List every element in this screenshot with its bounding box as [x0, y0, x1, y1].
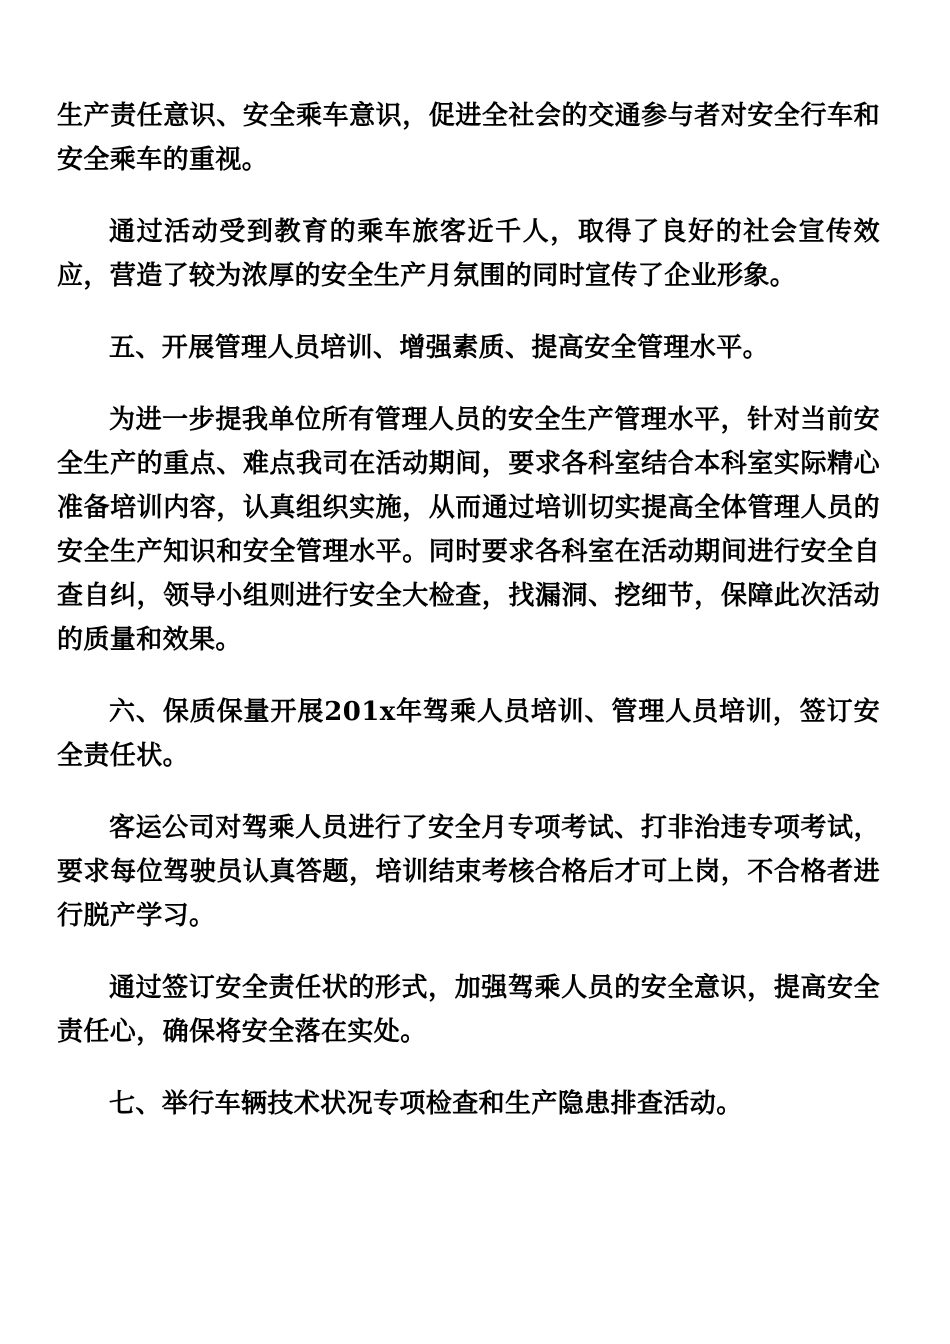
paragraph-activity-result: 通过活动受到教育的乘车旅客近千人，取得了良好的社会宣传效应，营造了较为浓厚的安全生产月氛围的同时宣传了企业形象。 [57, 217, 880, 291]
section-heading-7: 七、举行车辆技术状况专项检查和生产隐患排查活动。 [109, 1089, 743, 1119]
paragraph-driver-exams: 客运公司对驾乘人员进行了安全月专项考试、打非治违专项考试，要求每位驾驶员认真答题，培训结束考核合格后才可上岗，不合格者进行脱产学习。 [57, 813, 880, 931]
paragraph-management-training: 为进一步提我单位所有管理人员的安全生产管理水平，针对当前安全生产的重点、难点我司在活动期间，要求各科室结合本科室实际精心准备培训内容，认真组织实施，从而通过培训切实提高全体管理人员的安全生产知识和安全管理水平。同时要求各科室在活动期间进行安全自查自纠，领导小组则进行安全大检查，找漏洞、挖细节，保障此次活动的质量和效果。 [57, 405, 880, 655]
section-heading-6: 六、保质保量开展201x年驾乘人员培训、管理人员培训，签订安全责任状。 [57, 697, 880, 771]
paragraph-responsibility-contract: 通过签订安全责任状的形式，加强驾乘人员的安全意识，提高安全责任心，确保将安全落在实处。 [57, 973, 880, 1047]
section-heading-5: 五、开展管理人员培训、增强素质、提高安全管理水平。 [109, 333, 770, 363]
paragraph-continuation: 生产责任意识、安全乘车意识，促进全社会的交通参与者对安全行车和安全乘车的重视。 [57, 101, 880, 175]
